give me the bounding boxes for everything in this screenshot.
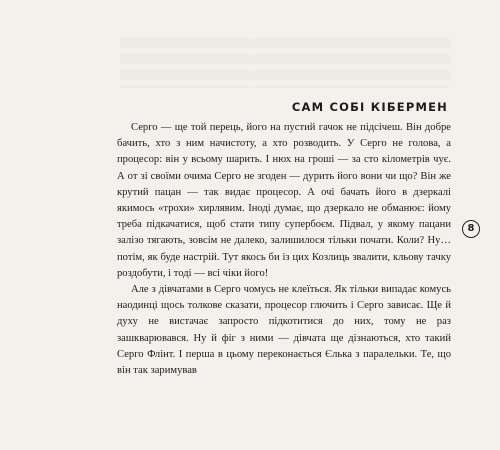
paragraph-1: Серго — ще той перець, його на пустий гачок не підсічеш. Він добре бачить, хто з ним начистоту, а хто розводить. У Серго не голова, а процесор: він у всьому шарить. І нюх на гроші — за сто кілометрів чує. А от зі своїми очима Серго не згоден — дурить його вони чи що? Він же крутий пацан — так видає процесор. А очі бачать його в дзеркалі якимось «трохи» хирлявим. Іноді думає, що дзеркало не обманює: йому треба підкачатися, щоб стати типу супербоєм. Підвал, у якому пацани залізо тягають, зовсім не далеко, залишилося тільки почати. Коли? Ну… потім, як буде настрій. Тут якось би із цих Козлиць звалити, кльову тачку роздобути, і тоді — всі чіки його! xyxy=(117,122,451,279)
chapter-title: САМ СОБІ КІБЕРМЕН xyxy=(291,100,448,114)
body-text xyxy=(117,120,451,379)
page-number: 8 xyxy=(462,220,480,238)
paragraph-2: Але з дівчатами в Серго чомусь не клеїться. Як тільки випадає комусь наодинці щось толкове сказати, процесор глючить і Серго зависає. Ще й духу не вистачає запросто підкотитися до них, тому не раз зашкварювався. Ну й фіг з ними — дівчата ще дізнаються, хто такий Серго Флінт. І перша в цьому переконається Єлька з паралельки. Те, що він так заримував xyxy=(117,284,451,377)
show-through-text xyxy=(120,38,450,88)
